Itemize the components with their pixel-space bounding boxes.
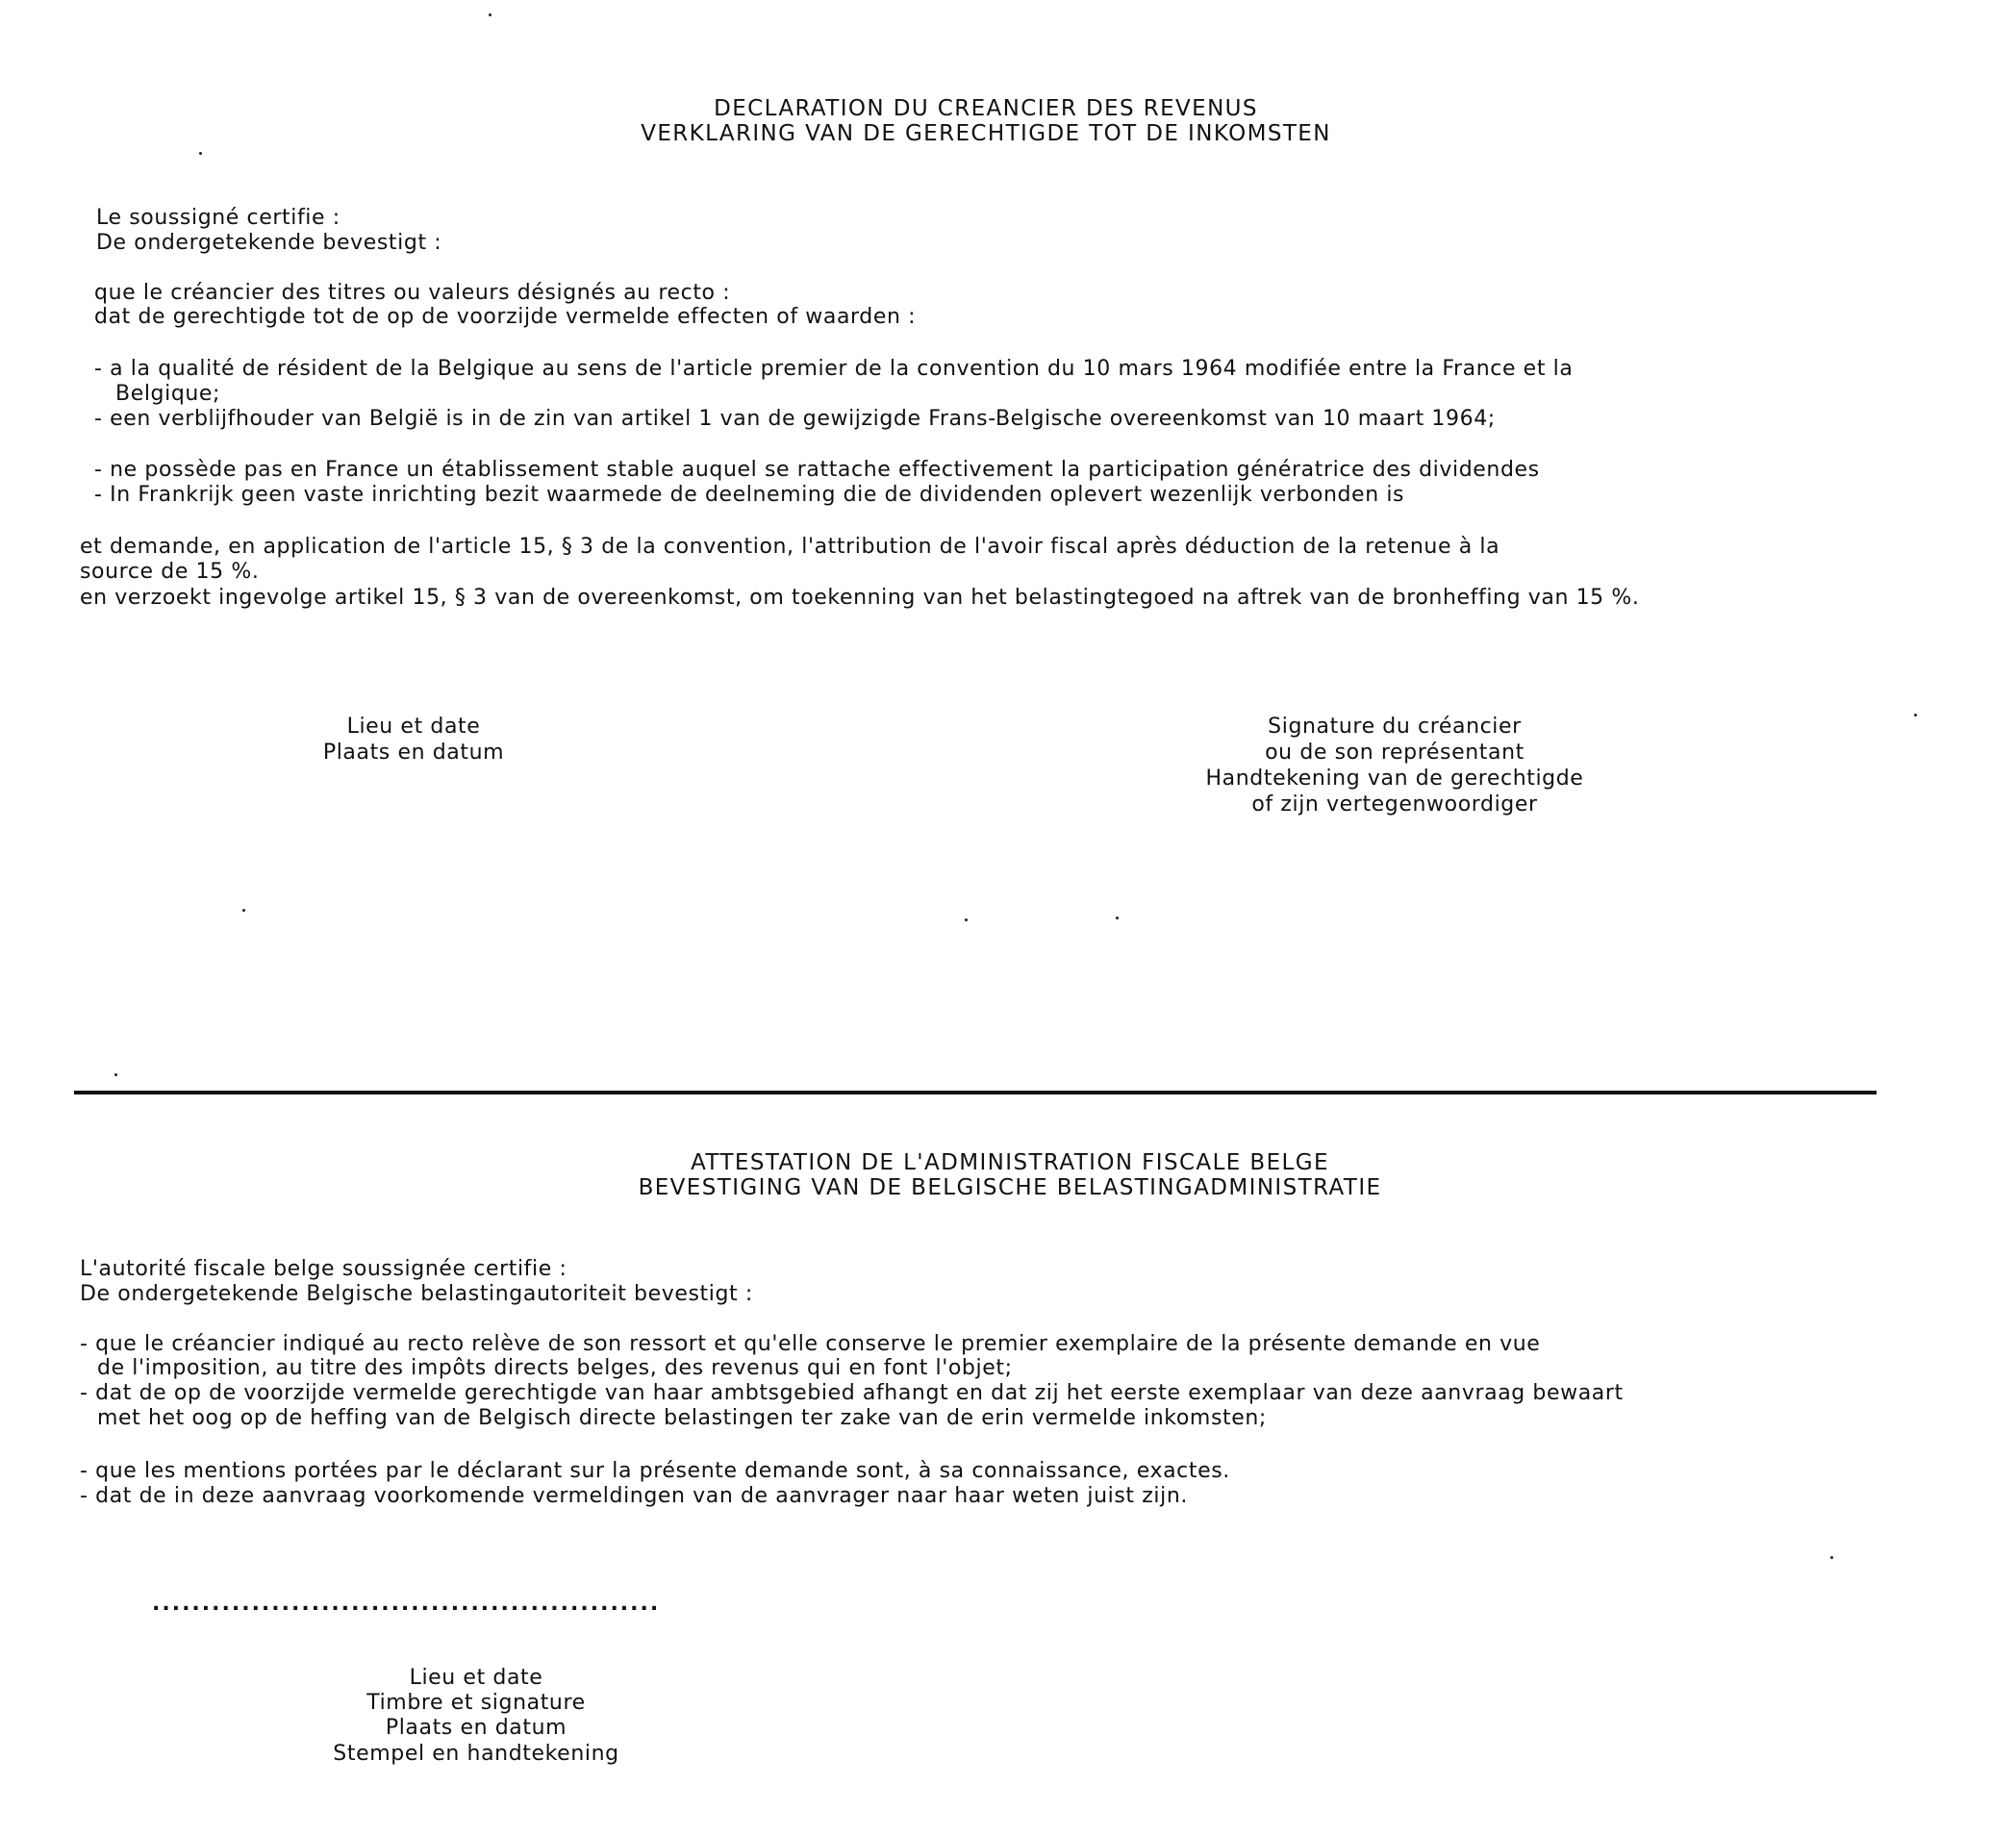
scan-speck	[489, 13, 491, 16]
attestation-mentions-fr: - que les mentions portées par le déclarant sur la présente demande sont, à sa connaissance, exactes.	[80, 1459, 1230, 1483]
declaration-request-fr-line1: et demande, en application de l'article 15, § 3 de la convention, l'attribution de l'avoir fiscal après déduction de la retenue à la	[80, 535, 1500, 559]
section-divider	[74, 1091, 1877, 1094]
attestation-mentions-nl: - dat de in deze aanvraag voorkomende vermeldingen van de aanvrager naar haar weten juist zijn.	[80, 1484, 1188, 1508]
declaration-title-fr: DECLARATION DU CREANCIER DES REVENUS	[714, 96, 1258, 121]
declaration-certify-fr: Le soussigné certifie :	[96, 206, 340, 230]
attestation-certify-nl: De ondergetekende Belgische belastingautoriteit bevestigt :	[80, 1282, 753, 1306]
declaration-place-date-nl: Plaats en datum	[322, 741, 505, 765]
declaration-que-fr: que le créancier des titres ou valeurs désignés au recto :	[94, 281, 731, 305]
declaration-establishment-nl: - In Frankrijk geen vaste inrichting bezit waarmede de deelneming die de dividenden oplevert wezenlijk verbonden is	[94, 483, 1405, 507]
attestation-creditor-fr-line2: de l'imposition, au titre des impôts directs belges, des revenus qui en font l'objet;	[97, 1356, 1013, 1380]
attestation-stamp-nl: Stempel en handtekening	[333, 1742, 619, 1766]
attestation-place-date-nl: Plaats en datum	[385, 1716, 567, 1740]
scan-speck	[1914, 714, 1917, 717]
declaration-title-nl: VERKLARING VAN DE GERECHTIGDE TOT DE INKOMSTEN	[641, 121, 1331, 146]
attestation-place-date-fr: Lieu et date	[409, 1666, 543, 1690]
declaration-establishment-fr: - ne possède pas en France un établissement stable auquel se rattache effectivement la participation génératrice des dividendes	[94, 458, 1540, 482]
attestation-creditor-fr-line1: - que le créancier indiqué au recto relève de son ressort et qu'elle conserve le premier exemplaire de la présente demande en vue	[80, 1332, 1541, 1356]
attestation-creditor-nl-line1: - dat de op de voorzijde vermelde gerechtigde van haar ambtsgebied afhangt en dat zij het eerste exemplaar van deze aanvraag bewaart	[80, 1381, 1624, 1405]
declaration-resident-nl: - een verblijfhouder van België is in de zin van artikel 1 van de gewijzigde Frans-Belgische overeenkomst van 10 maart 1964;	[94, 407, 1496, 431]
scan-speck	[1830, 1556, 1833, 1559]
declaration-signature-line1: Signature du créancier	[1268, 715, 1522, 739]
attestation-stamp-fr: Timbre et signature	[366, 1691, 586, 1715]
attestation-title-nl: BEVESTIGING VAN DE BELGISCHE BELASTINGADMINISTRATIE	[638, 1175, 1382, 1200]
declaration-request-nl: en verzoekt ingevolge artikel 15, § 3 van de overeenkomst, om toekenning van het belastingtegoed na aftrek van de bronheffing van 15 %.	[80, 586, 1640, 610]
scan-speck	[1116, 917, 1119, 919]
signature-dotted-line: ...................................................	[152, 1592, 661, 1616]
declaration-signature-line2: ou de son représentant	[1265, 741, 1525, 765]
declaration-request-fr-line2: source de 15 %.	[80, 560, 260, 584]
attestation-certify-fr: L'autorité fiscale belge soussignée certifie :	[80, 1257, 567, 1281]
declaration-certify-nl: De ondergetekende bevestigt :	[96, 231, 442, 255]
declaration-resident-fr-line2: Belgique;	[115, 382, 221, 406]
declaration-signature-line4: of zijn vertegenwoordiger	[1251, 792, 1538, 817]
scan-speck	[199, 152, 202, 155]
attestation-creditor-nl-line2: met het oog op de heffing van de Belgisch directe belastingen ter zake van de erin vermelde inkomsten;	[97, 1406, 1267, 1430]
declaration-resident-fr-line1: - a la qualité de résident de la Belgique au sens de l'article premier de la convention du 10 mars 1964 modifiée entre la France et la	[94, 357, 1574, 381]
attestation-title-fr: ATTESTATION DE L'ADMINISTRATION FISCALE BELGE	[691, 1150, 1329, 1175]
scan-speck	[965, 918, 968, 921]
declaration-signature-line3: Handtekening van de gerechtigde	[1205, 767, 1584, 791]
scan-speck	[114, 1073, 117, 1076]
declaration-place-date-fr: Lieu et date	[346, 715, 481, 739]
scan-speck	[242, 909, 245, 912]
declaration-que-nl: dat de gerechtigde tot de op de voorzijde vermelde effecten of waarden :	[94, 305, 917, 329]
